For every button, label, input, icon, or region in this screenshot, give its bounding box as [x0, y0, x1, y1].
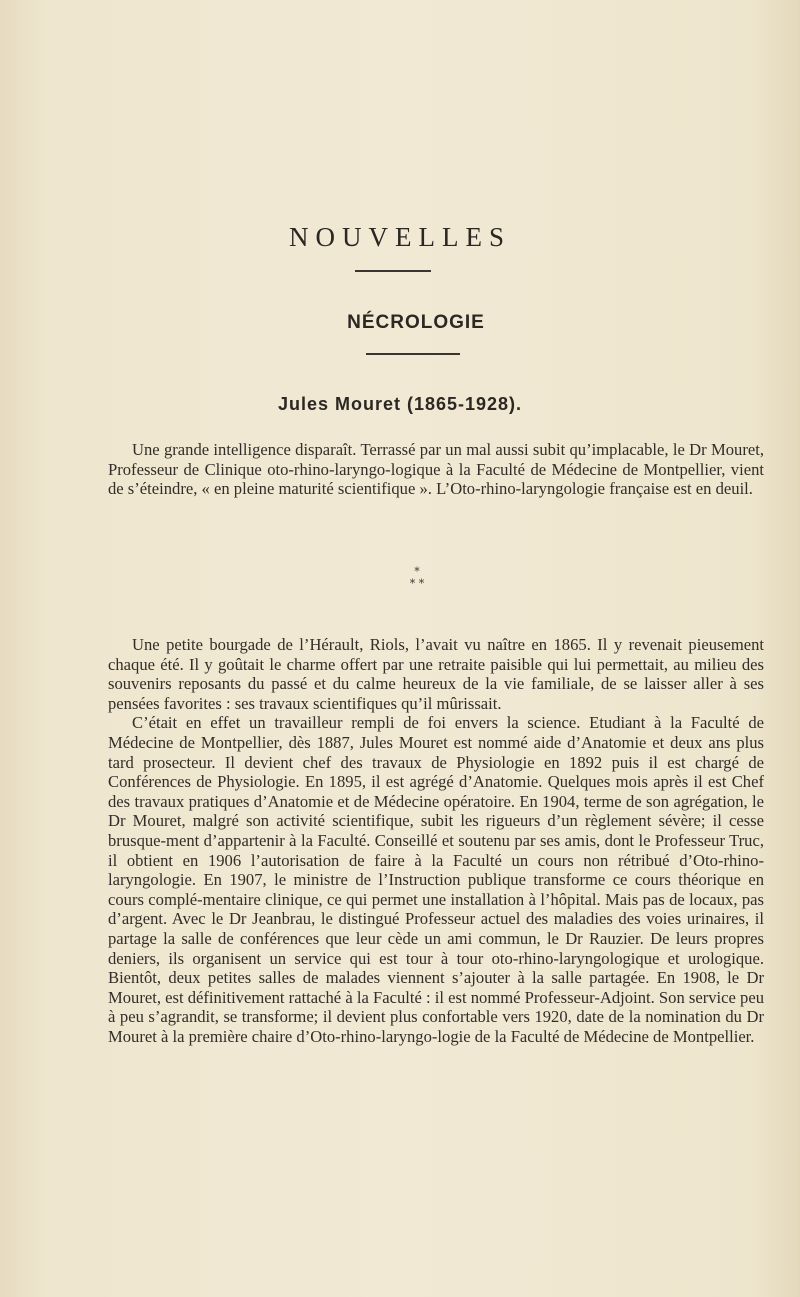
title-divider	[355, 270, 431, 272]
obituary-name: Jules Mouret	[277, 394, 401, 414]
body-block	[108, 635, 764, 1046]
subtitle-divider	[366, 353, 460, 355]
intro-block	[108, 440, 764, 499]
subtitle: NÉCROLOGIE	[347, 312, 485, 333]
body-paragraph-1: Une petite bourgade de l’Hérault, Riols, l’avait vu naître en 1865. Il y revenait pieusement chaque été. Il y goûtait le charme offert par une retraite paisible qui lui permettait, au milieu des souvenirs reposants du passé et du calme heureux de la vie familiale, de se laisser aller à ses pensées favorites : ses travaux scientifiques qu’il mûrissait.	[108, 635, 764, 713]
obituary-dates: (1865-1928).	[406, 394, 523, 414]
body-paragraph-2: C’était en effet un travailleur rempli de foi envers la science. Etudiant à la Faculté de Médecine de Montpellier, dès 1887, Jules Mouret est nommé aide d’Anatomie et deux ans plus tard prosecteur. Il devient chef des travaux de Physiologie en 1892 puis il est chargé de Conférences de Physiologie. En 1895, il est agrégé d’Anatomie. Quelques mois après il est Chef des travaux pratiques d’Anatomie et de Médecine opératoire. En 1904, terme de son agrégation, le Dr Mouret, malgré son activité scientifique, subit les rigueurs d’un règlement sévère; il cesse brusque-ment d’appartenir à la Faculté. Conseillé et soutenu par ses amis, dont le Professeur Truc, il obtient en 1906 l’autorisation de faire à la Faculté un cours non rétribué d’Oto-rhino-laryngologie. En 1907, le ministre de l’Instruction publique transforme ce cours théorique en cours complé-mentaire clinique, ce qui permet une installation à l’hôpital. Mais pas de locaux, pas d’argent. Avec le Dr Jeanbrau, le distingué Professeur actuel des maladies des voies urinaires, il partage la salle de conférences que leur cède un ami commun, le Dr Rauzier. De leurs propres deniers, ils organisent un service qui est tour à tour oto-rhino-laryngologique et urologique. Bientôt, deux petites salles de malades viennent s’ajouter à la salle partagée. En 1908, le Dr Mouret, est définitivement rattaché à la Faculté : il est nommé Professeur-Adjoint. Son service peu à peu s’agrandit, se transforme; il devient plus confortable vers 1920, date de la nomination du Dr Mouret à la première chaire d’Oto-rhino-laryngo-logie de la Faculté de Médecine de Montpellier.	[108, 713, 764, 1046]
asterism	[0, 566, 800, 590]
intro-paragraph: Une grande intelligence disparaît. Terrassé par un mal aussi subit qu’implacable, le Dr Mouret, Professeur de Clinique oto-rhino-laryngo-logique à la Faculté de Médecine de Montpellier, vient de s’éteindre, « en pleine maturité scientifique ». L’Oto-rhino-laryngologie française est en deuil.	[108, 440, 764, 499]
asterism-top: *	[414, 565, 420, 578]
obituary-heading	[0, 394, 800, 415]
asterism-bottom: * *	[409, 577, 425, 590]
section-title: NOUVELLES	[289, 222, 511, 252]
